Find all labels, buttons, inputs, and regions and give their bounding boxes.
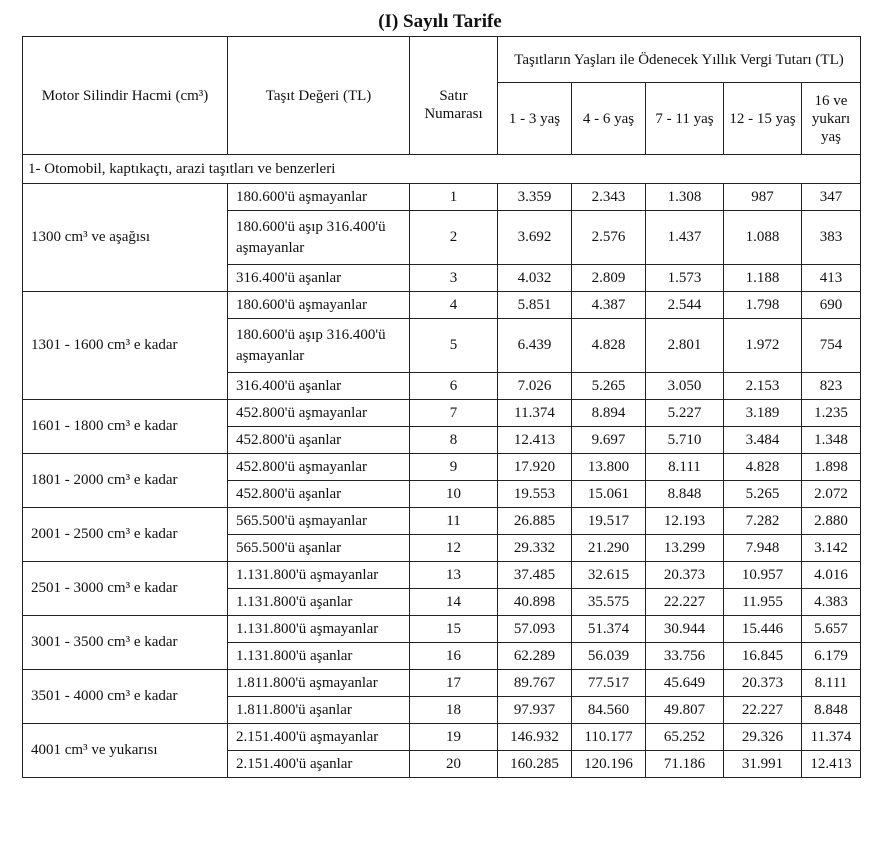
row-number-cell: 18 [410,697,498,724]
tax-amount-cell: 1.972 [724,319,802,373]
tax-amount-cell: 3.692 [498,211,572,265]
vehicle-value-header: Taşıt Değeri (TL) [228,37,410,155]
tax-amount-cell: 383 [802,211,861,265]
table-row [23,400,861,427]
tax-amount-cell: 823 [802,373,861,400]
tax-amount-cell: 84.560 [572,697,646,724]
tax-amount-cell: 3.142 [802,535,861,562]
tax-amount-cell: 12.413 [498,427,572,454]
tax-amount-cell: 4.828 [572,319,646,373]
tax-amount-cell: 13.800 [572,454,646,481]
vehicle-value-cell: 452.800'ü aşanlar [228,427,410,454]
tax-amount-cell: 62.289 [498,643,572,670]
row-number-cell: 15 [410,616,498,643]
tax-amount-cell: 690 [802,292,861,319]
tax-amount-cell: 22.227 [724,697,802,724]
table-row [23,562,861,589]
tax-amount-cell: 1.235 [802,400,861,427]
tax-amount-cell: 8.894 [572,400,646,427]
tax-amount-cell: 5.657 [802,616,861,643]
tax-amount-cell: 11.374 [498,400,572,427]
tax-amount-cell: 11.374 [802,724,861,751]
tax-amount-cell: 33.756 [646,643,724,670]
tax-amount-cell: 1.348 [802,427,861,454]
row-number-cell: 12 [410,535,498,562]
tax-amount-cell: 77.517 [572,670,646,697]
tax-amount-cell: 29.332 [498,535,572,562]
row-number-cell: 13 [410,562,498,589]
tax-amount-cell: 29.326 [724,724,802,751]
tax-amount-cell: 8.111 [802,670,861,697]
motor-volume-header: Motor Silindir Hacmi (cm³) [23,37,228,155]
motor-volume-cell: 3501 - 4000 cm³ e kadar [23,670,228,724]
row-number-cell: 9 [410,454,498,481]
vehicle-value-cell: 1.811.800'ü aşmayanlar [228,670,410,697]
tax-amount-cell: 49.807 [646,697,724,724]
tax-amount-cell: 12.413 [802,751,861,778]
tax-amount-cell: 3.050 [646,373,724,400]
tax-amount-cell: 20.373 [646,562,724,589]
row-number-cell: 14 [410,589,498,616]
tax-amount-cell: 26.885 [498,508,572,535]
motor-volume-cell: 1801 - 2000 cm³ e kadar [23,454,228,508]
vehicle-value-cell: 180.600'ü aşıp 316.400'ü aşmayanlar [228,319,410,373]
annual-tax-group-header: Taşıtların Yaşları ile Ödenecek Yıllık Vergi Tutarı (TL) [498,37,861,83]
vehicle-value-cell: 316.400'ü aşanlar [228,373,410,400]
tax-amount-cell: 7.026 [498,373,572,400]
tax-amount-cell: 51.374 [572,616,646,643]
vehicle-value-cell: 180.600'ü aşmayanlar [228,184,410,211]
document-title: (I) Sayılı Tarife [378,11,502,32]
vehicle-value-cell: 180.600'ü aşıp 316.400'ü aşmayanlar [228,211,410,265]
tax-amount-cell: 1.898 [802,454,861,481]
tax-amount-cell: 10.957 [724,562,802,589]
tax-amount-cell: 347 [802,184,861,211]
tax-amount-cell: 2.343 [572,184,646,211]
age-header-12-15: 12 - 15 yaş [724,83,802,155]
row-number-header: Satır Numarası [410,37,498,155]
row-number-cell: 19 [410,724,498,751]
table-row [23,724,861,751]
row-number-cell: 4 [410,292,498,319]
tax-amount-cell: 20.373 [724,670,802,697]
tax-amount-cell: 1.573 [646,265,724,292]
tax-amount-cell: 32.615 [572,562,646,589]
tax-amount-cell: 1.188 [724,265,802,292]
motor-volume-cell: 1300 cm³ ve aşağısı [23,184,228,292]
tax-amount-cell: 2.801 [646,319,724,373]
tax-amount-cell: 1.088 [724,211,802,265]
motor-volume-cell: 2001 - 2500 cm³ e kadar [23,508,228,562]
tax-amount-cell: 2.072 [802,481,861,508]
tax-amount-cell: 15.061 [572,481,646,508]
vehicle-value-cell: 1.811.800'ü aşanlar [228,697,410,724]
tax-amount-cell: 1.798 [724,292,802,319]
tax-amount-cell: 3.189 [724,400,802,427]
tax-amount-cell: 57.093 [498,616,572,643]
table-row [23,292,861,319]
tax-amount-cell: 11.955 [724,589,802,616]
tax-amount-cell: 5.265 [572,373,646,400]
tax-amount-cell: 45.649 [646,670,724,697]
age-header-1-3: 1 - 3 yaş [498,83,572,155]
tax-amount-cell: 40.898 [498,589,572,616]
tax-amount-cell: 21.290 [572,535,646,562]
tax-amount-cell: 413 [802,265,861,292]
vehicle-value-cell: 565.500'ü aşmayanlar [228,508,410,535]
row-number-cell: 17 [410,670,498,697]
tax-amount-cell: 4.383 [802,589,861,616]
tax-amount-cell: 4.032 [498,265,572,292]
motor-volume-cell: 2501 - 3000 cm³ e kadar [23,562,228,616]
age-header-4-6: 4 - 6 yaş [572,83,646,155]
motor-volume-cell: 1301 - 1600 cm³ e kadar [23,292,228,400]
row-number-cell: 6 [410,373,498,400]
tax-amount-cell: 146.932 [498,724,572,751]
vehicle-value-cell: 1.131.800'ü aşanlar [228,589,410,616]
tax-amount-cell: 22.227 [646,589,724,616]
tax-amount-cell: 5.710 [646,427,724,454]
vehicle-value-cell: 1.131.800'ü aşanlar [228,643,410,670]
tax-amount-cell: 15.446 [724,616,802,643]
tax-amount-cell: 2.544 [646,292,724,319]
vehicle-value-cell: 452.800'ü aşmayanlar [228,400,410,427]
table-row [23,616,861,643]
tax-amount-cell: 5.265 [724,481,802,508]
table-row [23,184,861,211]
tax-amount-cell: 56.039 [572,643,646,670]
tax-amount-cell: 19.553 [498,481,572,508]
row-number-cell: 1 [410,184,498,211]
tax-amount-cell: 8.848 [646,481,724,508]
table-row [23,670,861,697]
table-body [23,155,861,778]
tax-amount-cell: 987 [724,184,802,211]
tax-amount-cell: 6.439 [498,319,572,373]
row-number-cell: 7 [410,400,498,427]
table-header [23,37,861,155]
age-header-16-plus: 16 ve yukarı yaş [802,83,861,155]
tax-amount-cell: 19.517 [572,508,646,535]
tax-amount-cell: 5.851 [498,292,572,319]
tax-amount-cell: 89.767 [498,670,572,697]
tax-amount-cell: 30.944 [646,616,724,643]
tax-amount-cell: 6.179 [802,643,861,670]
motor-volume-cell: 3001 - 3500 cm³ e kadar [23,616,228,670]
tax-amount-cell: 120.196 [572,751,646,778]
tax-amount-cell: 37.485 [498,562,572,589]
tax-amount-cell: 7.282 [724,508,802,535]
vehicle-value-cell: 565.500'ü aşanlar [228,535,410,562]
tax-amount-cell: 35.575 [572,589,646,616]
section-title: 1- Otomobil, kaptıkaçtı, arazi taşıtları ve benzerleri [23,155,861,184]
tax-amount-cell: 1.437 [646,211,724,265]
tax-amount-cell: 1.308 [646,184,724,211]
tax-amount-cell: 8.111 [646,454,724,481]
vehicle-value-cell: 1.131.800'ü aşmayanlar [228,616,410,643]
row-number-cell: 8 [410,427,498,454]
tax-amount-cell: 71.186 [646,751,724,778]
table-row [23,508,861,535]
row-number-cell: 20 [410,751,498,778]
tax-amount-cell: 3.484 [724,427,802,454]
tax-amount-cell: 12.193 [646,508,724,535]
vehicle-value-cell: 316.400'ü aşanlar [228,265,410,292]
motor-volume-cell: 1601 - 1800 cm³ e kadar [23,400,228,454]
tax-amount-cell: 4.387 [572,292,646,319]
row-number-cell: 11 [410,508,498,535]
vehicle-value-cell: 2.151.400'ü aşmayanlar [228,724,410,751]
row-number-cell: 3 [410,265,498,292]
tax-amount-cell: 16.845 [724,643,802,670]
tax-amount-cell: 4.016 [802,562,861,589]
vehicle-value-cell: 452.800'ü aşmayanlar [228,454,410,481]
tax-amount-cell: 7.948 [724,535,802,562]
tax-amount-cell: 31.991 [724,751,802,778]
tax-amount-cell: 65.252 [646,724,724,751]
tax-amount-cell: 13.299 [646,535,724,562]
tax-amount-cell: 4.828 [724,454,802,481]
motor-volume-cell: 4001 cm³ ve yukarısı [23,724,228,778]
tax-amount-cell: 2.809 [572,265,646,292]
vehicle-value-cell: 180.600'ü aşmayanlar [228,292,410,319]
tax-amount-cell: 97.937 [498,697,572,724]
tax-amount-cell: 160.285 [498,751,572,778]
tax-amount-cell: 754 [802,319,861,373]
tax-amount-cell: 9.697 [572,427,646,454]
row-number-cell: 10 [410,481,498,508]
tax-amount-cell: 8.848 [802,697,861,724]
tax-amount-cell: 2.153 [724,373,802,400]
tax-amount-cell: 5.227 [646,400,724,427]
tariff-table [22,36,861,778]
tax-amount-cell: 110.177 [572,724,646,751]
row-number-cell: 5 [410,319,498,373]
tax-amount-cell: 3.359 [498,184,572,211]
vehicle-value-cell: 1.131.800'ü aşmayanlar [228,562,410,589]
row-number-cell: 16 [410,643,498,670]
section-row [23,155,861,184]
vehicle-value-cell: 452.800'ü aşanlar [228,481,410,508]
tax-amount-cell: 2.576 [572,211,646,265]
vehicle-value-cell: 2.151.400'ü aşanlar [228,751,410,778]
tax-amount-cell: 17.920 [498,454,572,481]
row-number-cell: 2 [410,211,498,265]
tax-amount-cell: 2.880 [802,508,861,535]
age-header-7-11: 7 - 11 yaş [646,83,724,155]
table-row [23,454,861,481]
